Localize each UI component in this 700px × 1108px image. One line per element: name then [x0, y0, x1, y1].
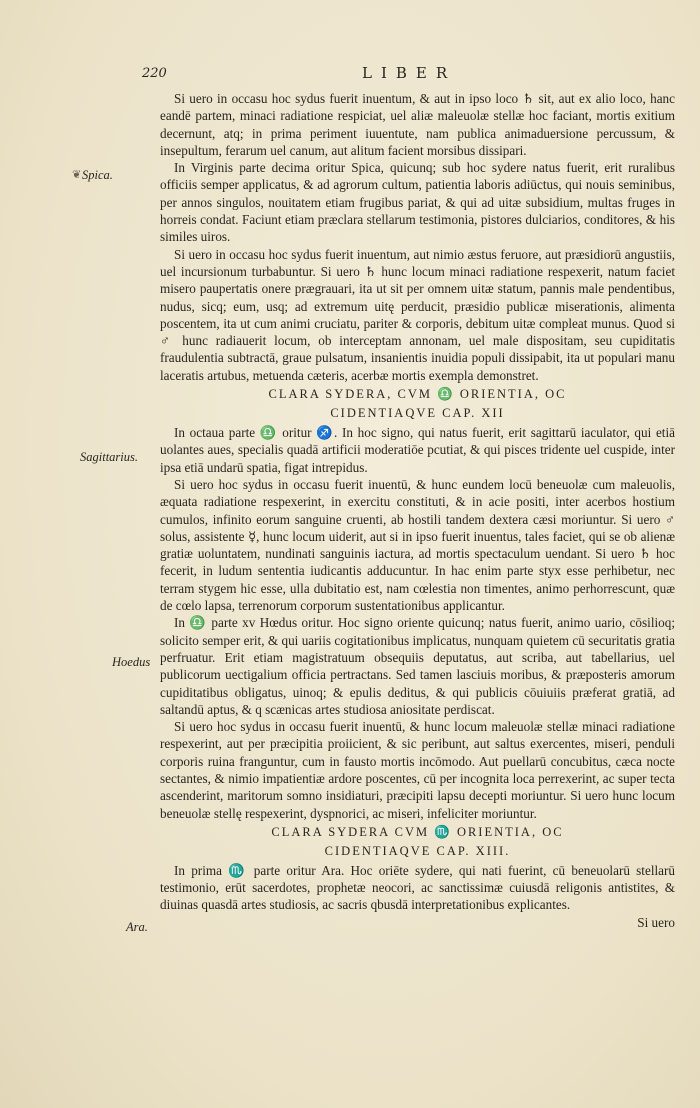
margin-note-ara: Ara.: [126, 920, 148, 934]
margin-note-spica: Spica.: [82, 168, 113, 182]
paragraph: In prima ♏ parte oritur Ara. Hoc oriēte sydere, qui nati fuerint, cū beneuolarū stellarū testimonio, erūt sacerdotes, prophetæ neocori, ac sanctissimæ cuiusdā religonis antistites, & diuinas quasdā artes studiosis, ac sacris qbusdā interpretationibus explicantes.: [160, 862, 675, 913]
paragraph: Si uero hoc sydus in occasu fuerit inuentū, & hunc locum maleuolæ stellæ minaci radiatione respexerint, aut per præcipitia proiicient, & sic peribunt, aut saltus exercentes, miseri, penduli corporis ruina franguntur, cum in fausto mortis incōmodo. Aut puellarū concubitus, cæca nocte sectantes, & nimio impatientiæ ardore poscentes, cū per incognita loca perrexerint, ac super tecta ascenderint, maritorum somno insidiaturi, præcipiti lapsu decepti moriuntur. Si uero hunc locum beneuolæ stellę respexerint, dyspnorici, ac miseri, infeliciter moriuntur.: [160, 719, 675, 821]
paragraph: Si uero hoc sydus in occasu fuerit inuentū, & hunc eundem locū beneuolæ cum maleuolis, æquata radiatione respexerint, in exercitu constituti, & in acie positi, inter acerbos hostium cumulos, infinito eorum sanguine cruenti, ab hostili tandem dextera cæsi moriuntur. Si uero ♂ solus, assistente ☿, hunc locum uiderit, aut si in ipso fuerit inuentus, tales faciet, qui se ob alienæ gratiæ uoluntatem, nundinati sanguinis iactura, ad mortis spectaculum uendant. Si uero ♄ hoc fecerit, in ludum sententia iudicantis adducuntur. In hac enim parte styx esse perhibetur, nec terram stygem hic esse, ulla dubitatio est, nam cœlestia non timentes, animo perhorrescunt, quæ de cœlo lapsa, terrenorum corporum sustentationibus applicantur.: [160, 476, 675, 614]
chapter-heading: CLARA SYDERA, CVM ♎ ORIENTIA, OC: [268, 387, 567, 402]
chapter-heading: CLARA SYDERA CVM ♏ ORIENTIA, OC: [271, 824, 564, 839]
margin-note-hoedus: Hoedus: [112, 655, 151, 669]
paragraph: In ♎ parte xv Hœdus oritur. Hoc signo oriente quicunq; natus fuerit, animo uario, cōsilioq; solicito semper erit, & qui uariis cogitationibus implicatus, nunquam quietem cū securitatis gratia perfruatur. Erit etiam magistratuum obsequiis deputatus, aut scriba, aut tabellarius, uel publicorum uectigalium officia pertractans. Sed tamen lasciuis moribus, & præposteris amorum cupiditatibus obligatus, uinoq; & epulis deditus, & qui publicis cōuiuiis præferat gratiā, ad saltandū aptus, & q scænicas artes studiosa aniositate perdiscat.: [160, 615, 675, 717]
body-text: [160, 90, 675, 944]
folio-number: 220: [142, 66, 167, 81]
paragraph: In Virginis parte decima oritur Spica, quicunq; sub hoc sydere natus fuerit, erit ruralibus officiis semper applicatus, & ad agrorum cultum, patientia laboris adiūctus, qui nouis seminibus, per annos singulos, nouitatem etiam frugibus pariat, & qui ad uitæ subsidium, multas fruges in horreis condat. Faciunt etiam præclara stellarum testimonia, pistores dulciarios, conditores, & his similes uiros.: [160, 160, 675, 245]
margin-note-sagittarius: Sagittarius.: [80, 450, 138, 464]
margin-mark: ❦: [72, 168, 82, 181]
catchword: Si uero: [637, 914, 675, 930]
chapter-heading-sub: CIDENTIAQVE CAP. XII: [330, 406, 505, 421]
paragraph: Si uero in occasu hoc sydus fuerit inuentum, & aut in ipso loco ♄ sit, aut ex alio loco, hanc eandē partem, minaci radiatione respiciat, uel aliæ maleuolæ stellæ hoc faciant, mortis exitium decernunt, atq; in prima periment iuuentute, nam publica animaduersione percussum, & insepultum, ferarum uel canum, aut alitum facient morsibus dissipari.: [160, 91, 675, 158]
paragraph: Si uero in occasu hoc sydus fuerit inuentum, aut nimio æstus feruore, aut præsidiorū angustiis, uel incursionum turbabuntur. Si uero ♄ hunc locum minaci radiatione respexerit, natum faciet misero paupertatis onere prægrauari, ita ut sit per omnem uitæ statum, pannis male pendentibus, nudus, sicq; eum, usq; ad extremum uitę perducit, præsidio publicæ miserationis, alimenta poscentem, ita ut cum animi cruciatu, pariter & corporis, debitum uitæ compleat munus. Quod si ♂ hunc radiauerit locum, ob interceptam annonam, uel male dispositam, seu cupiditatis fraudulentia subtractā, graue pulsatum, insanientis inuidia populi dissipabit, ita ut populari manu laceratis artubus, metuenda cæteris, acerbæ mortis exempla demonstret.: [160, 246, 675, 383]
page-header: [0, 66, 700, 88]
paragraph: In octaua parte ♎ oritur ♐. In hoc signo, qui natus fuerit, erit sagittarū iaculator, qui etiā uolantes aues, specialis quadā artificii moderatiōe pcutiat, & qui pisces tridente uel cuspide, inter ipsa etiā undarū spatia, figat intrepidus.: [160, 425, 675, 475]
chapter-heading-sub: CIDENTIAQVE CAP. XIII.: [324, 843, 511, 858]
running-head: LIBER: [362, 64, 457, 82]
